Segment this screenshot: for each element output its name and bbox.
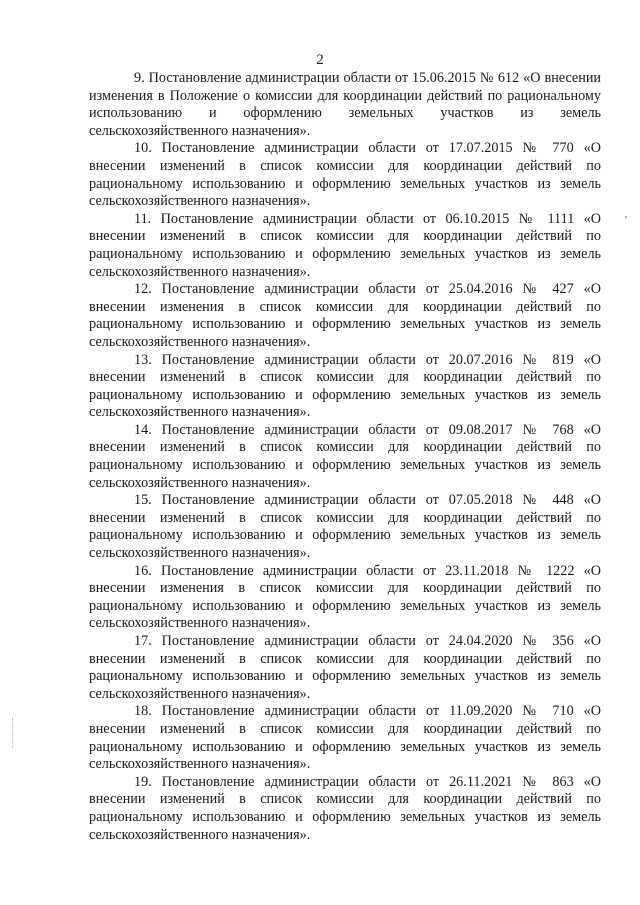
item-number: 11. [134,210,152,227]
item-text: Постановление администрации области от 26.11.2021 № 863 «О внесении изменений в список комиссии для координации действий по рациональному использованию и оформлению земельных участков из земель сельскохозяйственного назначения». [89,773,601,843]
item-number: 13. [134,351,152,368]
scan-speck [625,216,627,218]
item-text: Постановление администрации области от 09.08.2017 № 768 «О внесении изменений в список комиссии для координации действий по рациональному использованию и оформлению земельных участков из земель сельскохозяйственного назначения». [89,421,601,491]
item-number: 9. [134,70,145,86]
list-item [89,281,601,351]
list-item [89,352,601,422]
item-number: 19. [134,773,152,790]
item-text: Постановление администрации области от 23.11.2018 № 1222 «О внесении изменения в список комиссии для координации действий по рациональному использованию и оформлению земельных участков из земель сельскохозяйственного назначения». [89,562,602,632]
list-item [89,70,601,140]
item-text: Постановление администрации области от 07.05.2018 № 448 «О внесении изменений в список комиссии для координации действий по рациональному использованию и оформлению земельных участков из земель сельскохозяйственного назначения». [89,492,601,562]
item-number: 14. [134,421,152,438]
list-item [89,492,601,562]
item-number: 12. [134,281,152,298]
list-item [89,703,601,773]
list-item [89,211,601,281]
list-item [89,563,601,633]
scan-margin-mark [12,718,14,748]
item-text: Постановление администрации области от 24.04.2020 № 356 «О внесении изменений в список комиссии для координации действий по рациональному использованию и оформлению земельных участков из земель сельскохозяйственного назначения». [89,633,601,702]
list-item [89,774,601,844]
item-number: 16. [134,562,152,579]
list-item [89,422,601,492]
item-text: Постановление администрации области от 25.04.2016 № 427 «О внесении изменения в список комиссии для координации действий по рациональному использованию и оформлению земельных участков из земель сельскохозяйственного назначения». [89,281,601,350]
item-text: Постановление администрации области от 17.07.2015 № 770 «О внесении изменений в список комиссии для координации действий по рациональному использованию и оформлению земельных участков из земель сельскохозяйственного назначения». [89,140,601,210]
item-text: Постановление администрации области от 06.10.2015 № 1111 «О внесении изменений в список комиссии для координации действий по рациональному использованию и оформлению земельных участков из земель сельскохозяйственного назначения». [89,210,602,280]
list-item [89,633,601,703]
item-text: Постановление администрации области от 15.06.2015 № 612 «О внесении изменения в Положение о комиссии для координации действий по рациональному использованию и оформлению земельных участков из земель сельскохозяйственного назначения». [89,70,601,139]
item-number: 18. [134,703,152,720]
page-number: 2 [316,52,324,68]
item-number: 17. [134,633,152,649]
item-number: 15. [134,492,152,509]
item-number: 10. [134,140,152,157]
resolution-list [89,70,601,844]
list-item [89,140,601,210]
item-text: Постановление администрации области от 11.09.2020 № 710 «О внесении изменений в список комиссии для координации действий по рациональному использованию и оформлению земельных участков из земель сельскохозяйственного назначения». [89,703,601,773]
item-text: Постановление администрации области от 20.07.2016 № 819 «О внесении изменений в список комиссии для координации действий по рациональному использованию и оформлению земельных участков из земель сельскохозяйственного назначения». [89,351,601,421]
